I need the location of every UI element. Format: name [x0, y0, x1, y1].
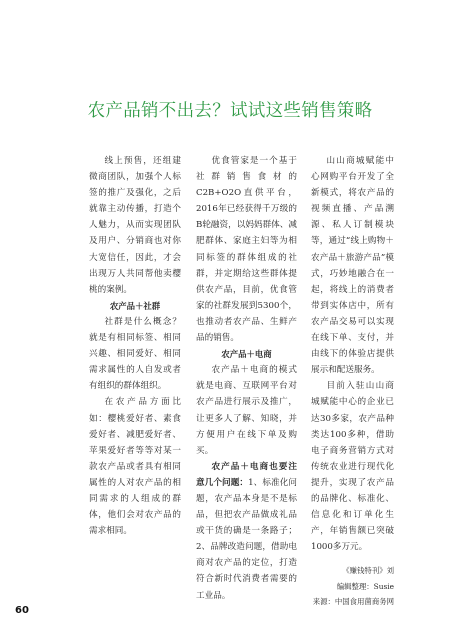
section-heading: 农产品＋电商 — [221, 349, 272, 360]
paragraph: 优食管家是一个基于社群销售食材的C2B+O2O直供平台，2016年已经获得千万级的B轮融资，以妈妈群体、减肥群体、家庭主妇等为相同标签的群体组成的社群，并定期给这些群体提供农产品，目前，优食管家的社群发展到5300个，也推动者农产品、生鲜产品的销售。 — [196, 156, 297, 344]
paragraph: 社群是什么概念？就是有相同标签、相同兴趣、相同爱好、相同需求属性的人自发或者有组织的群体组织。 — [89, 316, 181, 392]
editor-credit: 编辑整理：Susie — [336, 581, 394, 591]
article-title: 农产品销不出去？试试这些销售策略 — [87, 101, 373, 121]
article-column-3 — [311, 153, 394, 610]
paragraph: 农产品＋电商的模式就是电商、互联网平台对农产品进行展示及推广，让更多人了解、知晓，并方便用户在线下单及购买。 — [196, 365, 297, 456]
page-number: 60 — [15, 605, 29, 616]
origin-credit: 来源：中国食用菌商务网 — [312, 597, 394, 607]
article-column-1 — [89, 153, 181, 539]
source-credit: 《赚钱特刊》刘 — [342, 566, 394, 576]
paragraph — [196, 459, 297, 604]
section-heading: 农产品＋社群 — [109, 300, 161, 311]
paragraph: 线上预售，还组建微商团队，加强个人标签的推广及强化，之后就靠主动传播，打造个人魅力，从而实现团队及用户、分销商也对你大宽信任，因此，才会出现万人共同帮他卖樱桃的案例。 — [89, 156, 181, 295]
spacer — [311, 555, 394, 563]
paragraph: 目前入驻山山商城赋能中心的企业已达30多家，农产品种类达100多种，借助电子商务营销方式对传统农业进行现代化提升，实现了农产品的品牌化、标准化、信息化和订单化生产，年销售额已突破1000多万元。 — [311, 381, 394, 553]
paragraph: 在农产品方面比如：樱桃爱好者、素食爱好者、减肥爱好者、苹果爱好者等等对某一款农产品或者具有相同属性的人对农产品的相同需求的人组成的群体，他们会对农产品的需求相同。 — [89, 397, 181, 537]
bold-lead: 农产品＋电商也要注意几个问题： — [196, 461, 297, 488]
paragraph-text: 1、标准化问题，农产品本身是不是标品，但把农产品做成礼品或干货的确是一条路子；2、品牌改造问题，借助电商对农产品的定位，打造符合新时代消费者需要的工业品。 — [196, 477, 297, 601]
paragraph: 山山商城赋能中心网购平台开发了全新模式，将农产品的视频直播、产品溯源、私人订制模块等，通过“线上购物＋农产品＋旅游产品”模式，巧妙地融合在一起，将线上的消费者带到实体店中，所有农产品交易可以实现在线下单、支付，并由线下的体验店提供展示和配送服务。 — [311, 156, 394, 376]
article-column-2 — [196, 153, 297, 604]
